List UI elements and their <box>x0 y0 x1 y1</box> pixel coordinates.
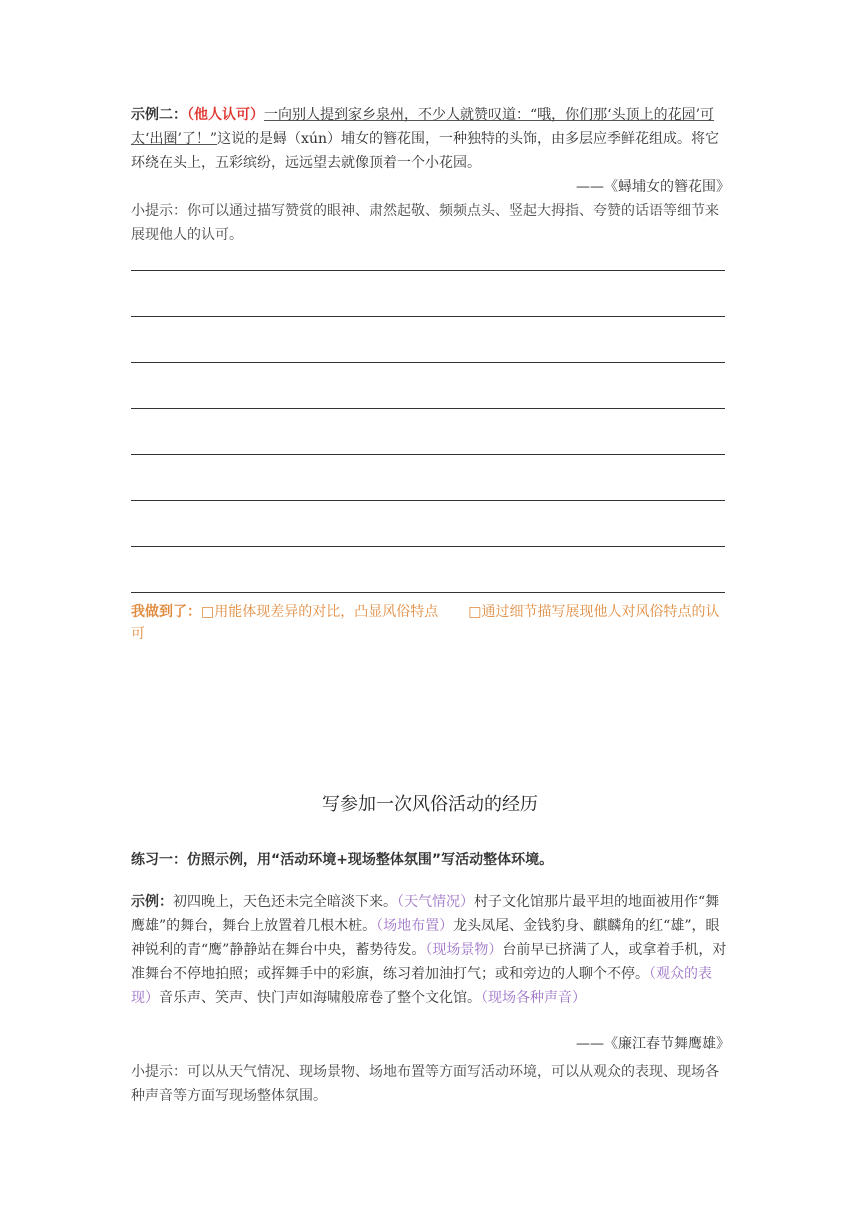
writing-line[interactable] <box>131 362 725 363</box>
writing-line[interactable] <box>131 270 725 271</box>
example-segment: 音乐声、笑声、快门声如海啸般席卷了整个文化馆。 <box>159 990 481 1006</box>
self-check-item-1[interactable]: □用能体现差异的对比，凸显风俗特点 <box>201 604 439 620</box>
self-check-item-2[interactable]: □通过细节描写展现他人对风俗特点的认可 <box>131 604 720 642</box>
example-two-label: 示例二： <box>131 107 187 123</box>
example-two-paragraph <box>131 103 731 175</box>
example-note: （天气情况） <box>397 894 474 910</box>
writing-line[interactable] <box>131 592 725 593</box>
example-source: ——《廉江春节舞鹰雄》 <box>576 1036 730 1052</box>
self-check-label: 我做到了： <box>131 604 201 620</box>
example-two-tip: 小提示：你可以通过描写赞赏的眼神、肃然起敬、频频点头、竖起大拇指、夸赞的话语等细节来展现他人的认可。 <box>131 203 719 243</box>
example-segment: 村子文化馆那片最平坦的地面被用作“舞鹰雄”的舞台，舞台上放置着几根木桩。 <box>131 894 720 934</box>
writing-line[interactable] <box>131 500 725 501</box>
writing-line[interactable] <box>131 546 725 547</box>
example-note: （现场各种声音） <box>481 990 586 1006</box>
example-label: 示例： <box>131 894 173 910</box>
example-two-tag: （他人认可） <box>187 107 264 123</box>
example-tip: 小提示：可以从天气情况、现场景物、场地布置等方面写活动环境，可以从观众的表现、现场各种声音等方面写现场整体氛围。 <box>131 1064 719 1104</box>
self-check-list <box>131 601 731 645</box>
example-note: （现场景物） <box>425 942 503 958</box>
example-paragraph <box>131 890 731 1010</box>
writing-line[interactable] <box>131 408 725 409</box>
example-note: （场地布置） <box>376 918 454 934</box>
writing-line[interactable] <box>131 316 725 317</box>
example-note: （观众的表现） <box>131 966 712 1006</box>
writing-line[interactable] <box>131 454 725 455</box>
example-segment: 台前早已挤满了人，或拿着手机，对准舞台不停地拍照；或挥舞手中的彩旗，练习着加油打气；或和旁边的人聊个不停。 <box>131 942 727 982</box>
example-segment: 龙头凤尾、金钱豹身、麒麟角的红“雄”，眼神锐利的青“鹰”静静站在舞台中央，蓄势待发。 <box>131 918 720 958</box>
example-two-text: 这说的是蟳（xún）埔女的簪花围，一种独特的头饰，由多层应季鲜花组成。将它环绕在头上，五彩缤纷，远远望去就像顶着一个小花园。 <box>131 131 719 171</box>
example-two-source: ——《蟳埔女的簪花围》 <box>576 179 730 195</box>
example-segment: 初四晚上，天色还未完全暗淡下来。 <box>173 894 397 910</box>
section-title: 写参加一次风俗活动的经历 <box>322 794 538 815</box>
exercise-instruction: 练习一：仿照示例，用“活动环境+现场整体氛围”写活动整体环境。 <box>131 852 554 868</box>
example-two-underlined-text: 一向别人提到家乡泉州，不少人就赞叹道：“哦，你们那‘头顶上的花园’可太‘出圈’了！” <box>131 107 715 147</box>
